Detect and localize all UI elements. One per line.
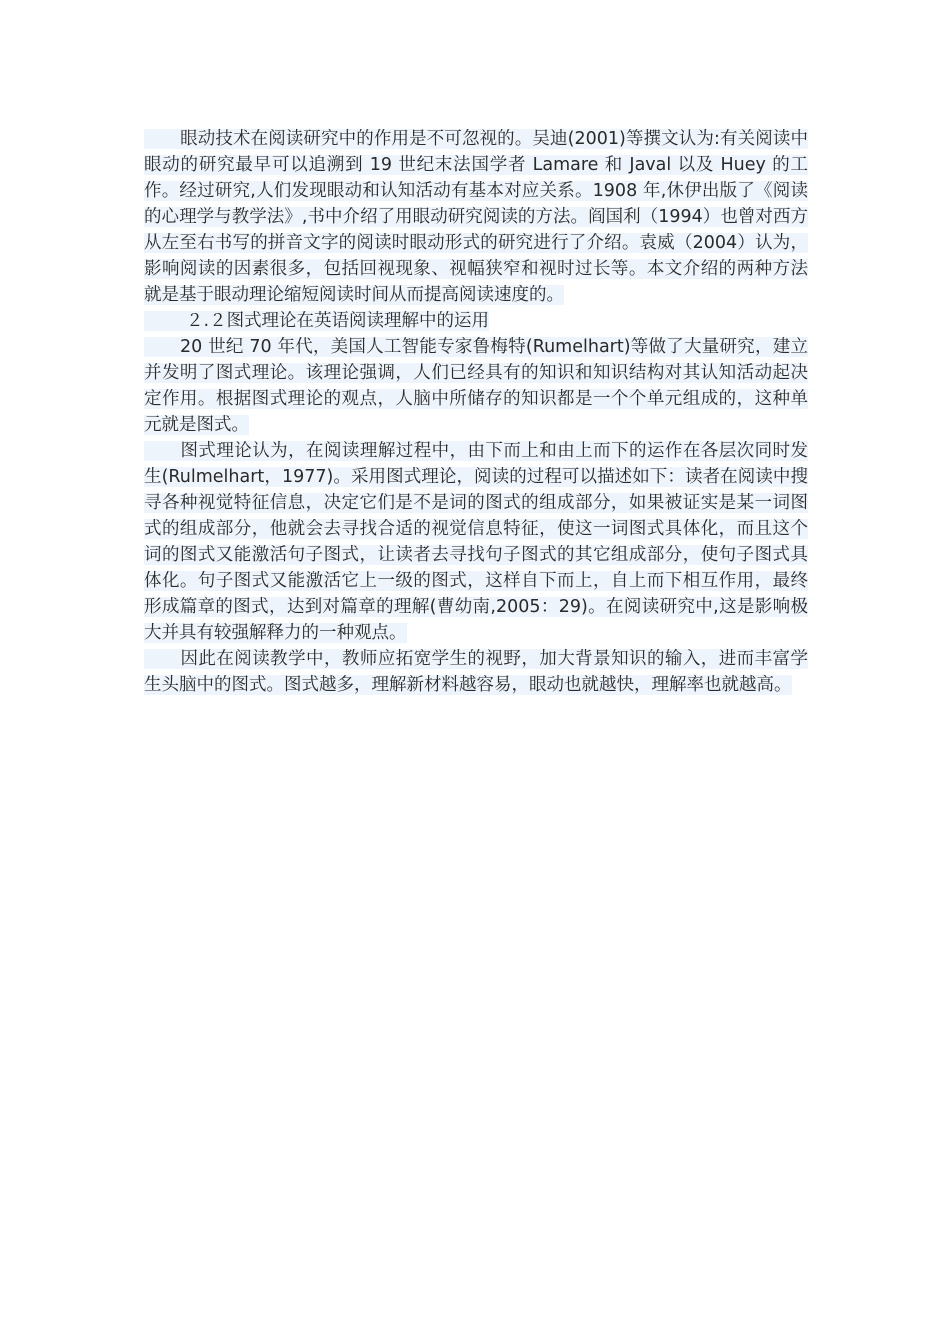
paragraph-text: 眼动技术在阅读研究中的作用是不可忽视的。吴迪(2001)等撰文认为:有关阅读中眼动的研究最早可以追溯到 19 世纪末法国学者 Lamare 和 Javal 以及 Huey 的工作。经过研究,人们发现眼动和认知活动有基本对应关系。1908 年,休伊出版了《阅读的心理学与教学法》,书中介绍了用眼动研究阅读的方法。阎国利（1994）也曾对西方从左至右书写的拼音文字的阅读时眼动形式的研究进行了介绍。袁威（2004）认为，影响阅读的因素很多，包括回视现象、视幅狭窄和视时过长等。本文介绍的两种方法就是基于眼动理论缩短阅读时间从而提高阅读速度的。 (144, 129, 808, 305)
paragraph-schema-origin (144, 334, 808, 438)
paragraph-text: 20 世纪 70 年代，美国人工智能专家鲁梅特(Rumelhart)等做了大量研究，建立并发明了图式理论。该理论强调，人们已经具有的知识和知识结构对其认知活动起决定作用。根据图式理论的观点，人脑中所储存的知识都是一个个单元组成的，这种单元就是图式。 (144, 337, 808, 435)
paragraph-teaching (144, 646, 808, 698)
document-body (144, 126, 808, 698)
paragraph-indent (144, 129, 180, 149)
paragraph-indent (144, 441, 180, 461)
section-heading-text: ２.２图式理论在英语阅读理解中的运用 (186, 311, 490, 331)
paragraph-indent (144, 311, 186, 331)
paragraph-eye-movement (144, 126, 808, 308)
paragraph-schema-process (144, 438, 808, 646)
paragraph-text: 图式理论认为，在阅读理解过程中，由下而上和由上而下的运作在各层次同时发生(Rulmelhart，1977)。采用图式理论，阅读的过程可以描述如下：读者在阅读中搜寻各种视觉特征信息，决定它们是不是词的图式的组成部分，如果被证实是某一词图式的组成部分，他就会去寻找合适的视觉信息特征，使这一词图式具体化，而且这个词的图式又能激活句子图式，让读者去寻找句子图式的其它组成部分，使句子图式具体化。句子图式又能激活它上一级的图式，这样自下而上，自上而下相互作用，最终形成篇章的图式，达到对篇章的理解(曹幼南,2005：29)。在阅读研究中,这是影响极大并具有较强解释力的一种观点。 (144, 441, 808, 643)
paragraph-text: 因此在阅读教学中，教师应拓宽学生的视野，加大背景知识的输入，进而丰富学生头脑中的图式。图式越多，理解新材料越容易，眼动也就越快，理解率也就越高。 (144, 649, 808, 695)
paragraph-indent (144, 649, 180, 669)
section-heading (144, 308, 808, 334)
paragraph-indent (144, 337, 180, 357)
